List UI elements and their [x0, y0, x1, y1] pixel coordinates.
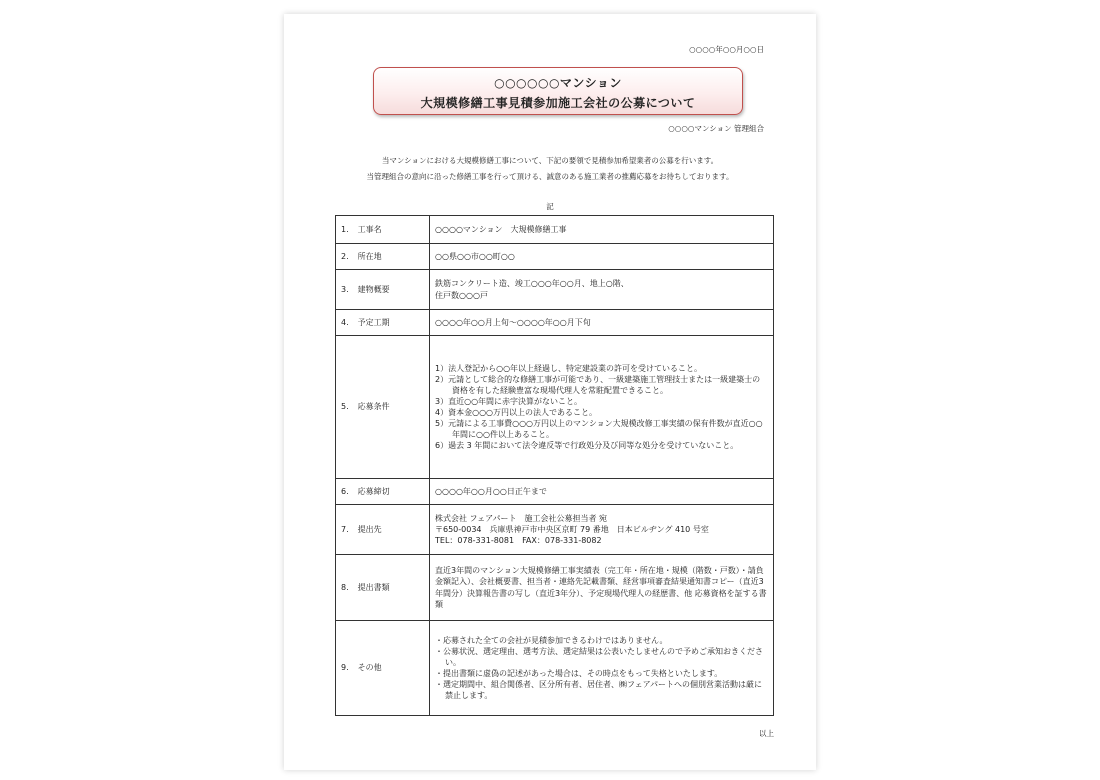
management-association: ○○○○マンション 管理組合: [668, 124, 764, 133]
note-item: ・選定期間中、組合関係者、区分所有者、居住者、㈱フェアパートへの個別営業活動は厳に禁止します。: [435, 680, 762, 701]
table-row: [336, 244, 774, 270]
row-number: 2.: [341, 251, 349, 261]
specification-table: [335, 215, 774, 716]
title-line-1: ○○○○○○マンション: [494, 76, 622, 90]
row-number: 9.: [341, 663, 349, 673]
schedule: ○○○○年○○月上旬～○○○○年○○月下旬: [430, 310, 774, 336]
row-label: [336, 479, 430, 505]
row-number: 6.: [341, 486, 349, 496]
condition-item: 1）法人登記から○○年以上経過し、特定建設業の許可を受けていること。: [435, 363, 703, 373]
row-label-text: その他: [357, 663, 382, 673]
row-label-text: 予定工期: [357, 317, 390, 327]
row-label: [336, 555, 430, 621]
row-number: 3.: [341, 284, 349, 294]
phone-fax: TEL：078-331-8081 FAX：078-331-8082: [435, 536, 602, 546]
row-label-text: 建物概要: [357, 284, 390, 294]
building-line-1: 鉄筋コンクリート造、竣工○○○年○○月、地上○階、: [435, 279, 629, 289]
condition-item: 3）直近○○年間に赤字決算がないこと。: [435, 396, 583, 406]
ki-marker: 記: [546, 202, 554, 211]
postal-address: 〒650-0034 兵庫県神戸市中央区京町 79 番地 日本ビルヂング 410 号室: [435, 524, 709, 534]
row-label: [336, 310, 430, 336]
company-name: 株式会社 フェアパート 施工会社公募担当者 宛: [435, 513, 608, 523]
table-row: [336, 555, 774, 621]
row-label-text: 所在地: [357, 251, 382, 261]
building-overview: [430, 270, 774, 310]
row-number: 8.: [341, 582, 349, 592]
end-mark: 以上: [759, 729, 774, 738]
row-number: 7.: [341, 524, 349, 534]
row-number: 1.: [341, 224, 349, 234]
document-date: ○○○○年○○月○○日: [689, 45, 764, 54]
intro-line-1: 当マンションにおける大規模修繕工事について、下記の要領で見積参加希望業者の公募を行います。: [381, 156, 719, 165]
condition-item: 4）資本金○○○万円以上の法人であること。: [435, 408, 598, 417]
location: ○○県○○市○○町○○: [430, 244, 774, 270]
condition-item: 5）元請による工事費○○○万円以上のマンション大規模改修工事実績の保有件数が直近○○年間に○○件以上あること。: [435, 419, 763, 440]
note-item: ・提出書類に虚偽の記述があった場合は、その時点をもって失格といたします。: [435, 669, 723, 678]
title-line-2: 大規模修繕工事見積参加施工会社の公募について: [420, 96, 696, 110]
row-label-text: 提出書類: [357, 582, 390, 592]
row-label-text: 応募条件: [357, 402, 390, 412]
row-label: [336, 216, 430, 244]
title-box: [373, 67, 743, 115]
condition-item: 2）元請として総合的な修繕工事が可能であり、一級建築施工管理技士または一級建築士の資格を有した経験豊富な現場代理人を常駐配置できること。: [435, 374, 761, 395]
building-line-2: 住戸数○○○戸: [435, 290, 488, 300]
note-item: ・応募された全ての会社が見積参加できるわけではありません。: [435, 635, 668, 645]
other-notes: [430, 621, 774, 716]
table-row: [336, 216, 774, 244]
table-row: [336, 336, 774, 479]
table-row: [336, 621, 774, 716]
note-item: ・公募状況、選定理由、選考方法、選定結果は公表いたしませんので予めご承知おきください。: [435, 646, 763, 667]
row-label-text: 応募締切: [357, 486, 390, 496]
table-row: [336, 479, 774, 505]
table-row: [336, 505, 774, 555]
condition-item: 6）過去 3 年間において法令違反等で行政処分及び同等な処分を受けていないこと。: [435, 441, 739, 451]
row-label-text: 提出先: [357, 524, 382, 534]
row-label-text: 工事名: [357, 224, 382, 234]
application-conditions: [430, 336, 774, 479]
document-page: [284, 14, 816, 770]
row-label: [336, 621, 430, 716]
construction-name: ○○○○マンション 大規模修繕工事: [430, 216, 774, 244]
table-row: [336, 310, 774, 336]
row-label: [336, 505, 430, 555]
row-number: 5.: [341, 402, 349, 412]
row-label: [336, 244, 430, 270]
submission-address: [430, 505, 774, 555]
table-row: [336, 270, 774, 310]
row-number: 4.: [341, 317, 349, 327]
row-label: [336, 336, 430, 479]
row-label: [336, 270, 430, 310]
deadline: ○○○○年○○月○○日正午まで: [430, 479, 774, 505]
intro-line-2: 当管理組合の意向に沿った修繕工事を行って頂ける、誠意のある施工業者の推薦応募をお待ちしております。: [366, 172, 734, 181]
required-documents: 直近3年間のマンション大規模修繕工事実績表（完工年・所在地・規模（階数・戸数）・請負金額記入）、会社概要書、担当者・連絡先記載書類、経営事項審査結果通知書コピー（直近3年間分）決算報告書の写し（直近3年分）、予定現場代理人の経歴書、他 応募資格を証する書類: [430, 555, 774, 621]
